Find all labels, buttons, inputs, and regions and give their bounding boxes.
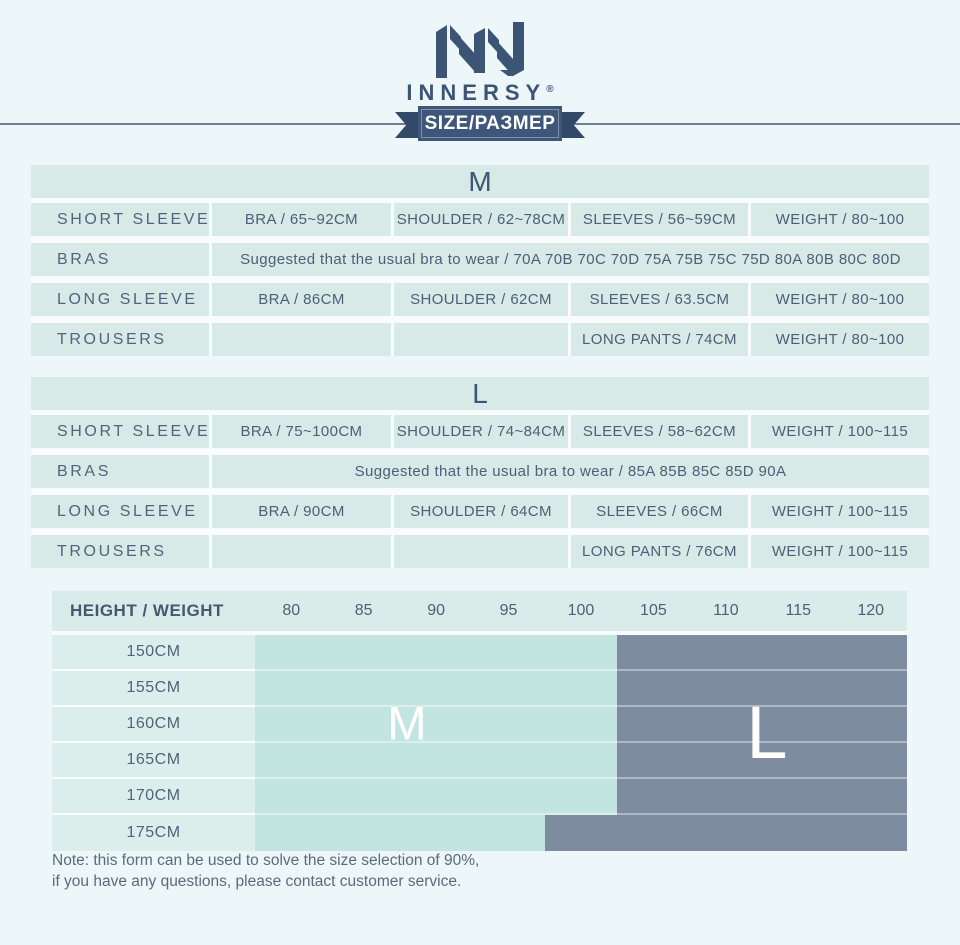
table-cell: WEIGHT / 80~100 [751, 323, 929, 356]
table-cell: BRA / 90CM [212, 495, 391, 528]
chart-title: HEIGHT / WEIGHT [70, 601, 224, 620]
table-cell-empty [212, 535, 391, 568]
chart-region-area [255, 635, 907, 851]
size-table-m-title: M [31, 165, 929, 198]
table-cell: SHOULDER / 64CM [394, 495, 568, 528]
row-label: TROUSERS [31, 535, 209, 568]
height-tick: 175CM [52, 815, 255, 851]
row-label: TROUSERS [31, 323, 209, 356]
table-cell: BRA / 75~100CM [212, 415, 391, 448]
size-table-l-grid [31, 415, 929, 568]
region-m-block [255, 635, 617, 815]
row-label: LONG SLEEVE [31, 283, 209, 316]
footer-note [52, 850, 479, 892]
weight-tick: 95 [499, 602, 518, 619]
table-cell: BRA / 65~92CM [212, 203, 391, 236]
size-table-m [31, 165, 929, 356]
table-cell: WEIGHT / 100~115 [751, 415, 929, 448]
table-cell: SHOULDER / 74~84CM [394, 415, 568, 448]
table-cell-empty [394, 323, 568, 356]
brand-logo-mark [436, 20, 524, 78]
table-cell: LONG PANTS / 74CM [571, 323, 748, 356]
row-label: SHORT SLEEVE [31, 415, 209, 448]
table-cell: SHOULDER / 62~78CM [394, 203, 568, 236]
height-tick: 150CM [52, 635, 255, 671]
note-line-2: if you have any questions, please contact customer service. [52, 873, 462, 890]
table-cell: WEIGHT / 80~100 [751, 203, 929, 236]
chart-header-row [52, 591, 907, 631]
ribbon-label: SIZE/РАЗМЕР [424, 112, 556, 134]
size-table-m-grid [31, 203, 929, 356]
innersy-logo-icon [436, 20, 524, 78]
row-label: LONG SLEEVE [31, 495, 209, 528]
brand-wordmark [0, 80, 960, 106]
row-label: BRAS [31, 455, 209, 488]
weight-tick: 120 [857, 602, 885, 619]
row-separator [255, 813, 907, 815]
weight-tick: 90 [427, 602, 445, 619]
table-cell: WEIGHT / 80~100 [751, 283, 929, 316]
height-tick: 165CM [52, 743, 255, 779]
row-separator [255, 705, 907, 707]
table-cell: LONG PANTS / 76CM [571, 535, 748, 568]
ribbon-band [418, 106, 562, 141]
table-cell: SLEEVES / 63.5CM [571, 283, 748, 316]
table-cell: SLEEVES / 58~62CM [571, 415, 748, 448]
table-cell: WEIGHT / 100~115 [751, 535, 929, 568]
weight-tick: 85 [354, 602, 373, 619]
chart-body [52, 635, 907, 851]
height-tick: 160CM [52, 707, 255, 743]
weight-tick: 80 [282, 602, 301, 619]
weight-tick: 115 [785, 602, 812, 619]
height-tick: 155CM [52, 671, 255, 707]
weight-tick: 110 [713, 602, 739, 619]
region-m-label: M [387, 696, 427, 750]
table-cell: WEIGHT / 100~115 [751, 495, 929, 528]
brand-name: INNERSY [406, 80, 547, 105]
table-cell-empty [212, 323, 391, 356]
region-l-label: L [746, 691, 788, 774]
row-separator [255, 777, 907, 779]
height-tick: 170CM [52, 779, 255, 815]
registered-mark: ® [546, 84, 554, 95]
region-m-block-last-row [255, 815, 545, 851]
table-cell: SHOULDER / 62CM [394, 283, 568, 316]
row-label: SHORT SLEEVE [31, 203, 209, 236]
table-cell: BRA / 86CM [212, 283, 391, 316]
row-label: BRAS [31, 243, 209, 276]
size-ribbon-banner [395, 106, 585, 142]
weight-tick: 100 [567, 602, 595, 619]
table-cell: SLEEVES / 56~59CM [571, 203, 748, 236]
table-cell-empty [394, 535, 568, 568]
weight-axis [255, 602, 907, 620]
table-cell-span: Suggested that the usual bra to wear / 85A 85B 85C 85D 90A [212, 455, 929, 488]
height-weight-chart [52, 591, 907, 851]
row-separator [255, 741, 907, 743]
height-axis [52, 635, 255, 851]
note-line-1: Note: this form can be used to solve the size selection of 90%, [52, 852, 480, 869]
size-table-l [31, 377, 929, 568]
table-cell-span: Suggested that the usual bra to wear / 70A 70B 70C 70D 75A 75B 75C 75D 80A 80B 80C 80D [212, 243, 929, 276]
row-separator [255, 669, 907, 671]
weight-tick: 105 [640, 602, 667, 619]
table-cell: SLEEVES / 66CM [571, 495, 748, 528]
size-table-l-title: L [31, 377, 929, 410]
